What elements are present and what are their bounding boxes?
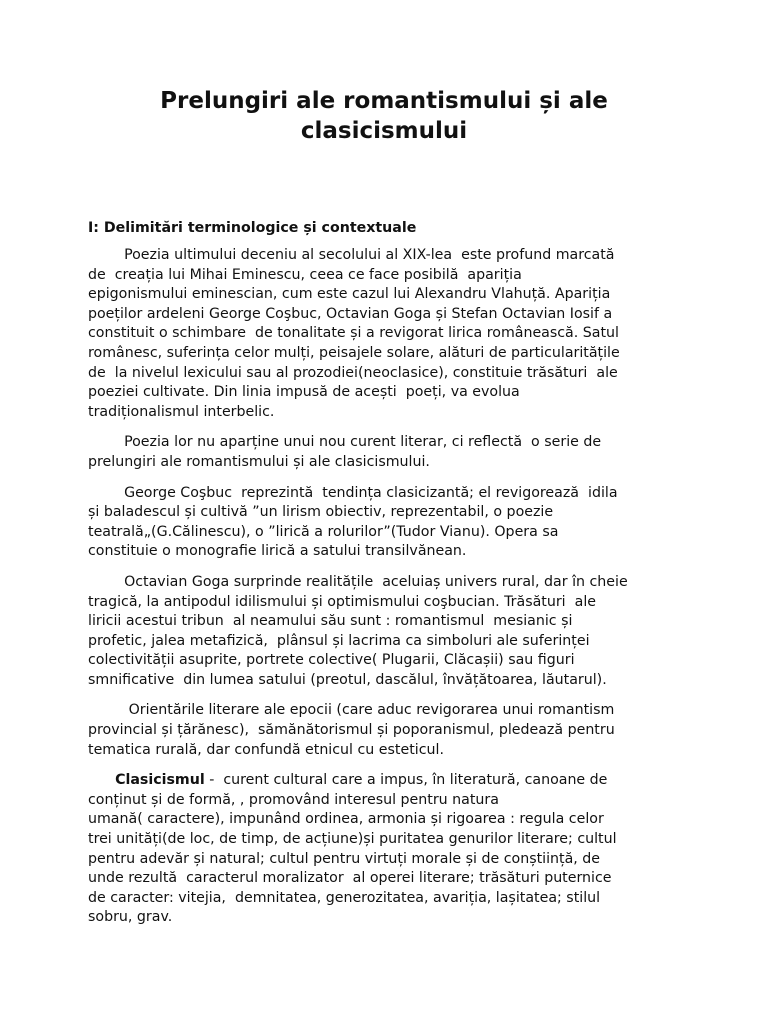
- paragraph-line: colectivității asuprite, portrete colective( Plugarii, Clăcașii) sau figuri: [88, 652, 575, 669]
- paragraph-line: sobru, grav.: [88, 909, 173, 926]
- paragraph-line: epigonismului eminescian, cum este cazul lui Alexandru Vlahuță. Apariția: [88, 286, 611, 303]
- paragraph-line: Octavian Goga surprinde realitățile aceluiaș univers rural, dar în cheie: [88, 573, 628, 590]
- body-paragraphs: [88, 246, 680, 760]
- paragraph-line: prelungiri ale romantismului și ale clasicismului.: [88, 453, 430, 470]
- paragraph-line: tematica rurală, dar confundă etnicul cu esteticul.: [88, 741, 444, 758]
- paragraph-line: Orientările literare ale epocii (care aduc revigorarea unui romantism: [88, 702, 615, 719]
- paragraph-line: smnificative din lumea satului (preotul, dascălul, învățătoarea, lăutarul).: [88, 671, 607, 688]
- paragraph-line: [88, 771, 680, 791]
- paragraph-line: teatrală„(G.Călinescu), o ”lirică a rolurilor”(Tudor Vianu). Opera sa: [88, 523, 559, 540]
- body-paragraph: [88, 573, 680, 691]
- paragraph-line: pentru adevăr și natural; cultul pentru virtuți morale și de conștiință, de: [88, 850, 601, 867]
- paragraph-line: profetic, jalea metafizică, plânsul și lacrima ca simboluri ale suferinței: [88, 632, 590, 649]
- paragraph-line: provincial și țărănesc), sămănătorismul și poporanismul, pledează pentru: [88, 722, 615, 739]
- section-heading: I: Delimitări terminologice și contextuale: [88, 220, 417, 236]
- paragraph-line: de la nivelul lexicului sau al prozodiei(neoclasice), constituie trăsături ale: [88, 364, 618, 381]
- clasicism-paragraph: [88, 771, 680, 928]
- document-title: [88, 86, 680, 146]
- paragraph-line: conținut și de formă, , promovând interesul pentru natura: [88, 791, 499, 808]
- paragraph-line: și baladescul și cultivă ”un lirism obiectiv, reprezentabil, o poezie: [88, 504, 554, 521]
- paragraph-line: Poezia ultimului deceniu al secolului al XIX-lea este profund marcată: [88, 247, 615, 263]
- clasicism-lines: [88, 791, 680, 928]
- paragraph-line: poeților ardeleni George Coşbuc, Octavian Goga și Stefan Octavian Iosif a: [88, 305, 613, 322]
- paragraph-line: Poezia lor nu aparține unui nou curent literar, ci reflectă o serie de: [88, 434, 602, 451]
- paragraph-line: constituie o monografie lirică a satului transilvănean.: [88, 543, 467, 560]
- clasicism-first-line: - curent cultural care a impus, în literatură, canoane de: [204, 772, 608, 789]
- paragraph-line: de caracter: vitejia, demnitatea, generozitatea, avariția, lașitatea; stilul: [88, 889, 601, 906]
- body-paragraph: [88, 433, 680, 472]
- body-paragraph: [88, 246, 680, 422]
- document-page: [88, 86, 680, 939]
- title-line-2: clasicismului: [300, 118, 468, 144]
- paragraph-indent: [88, 772, 115, 788]
- paragraph-line: de creația lui Mihai Eminescu, ceea ce face posibilă apariția: [88, 266, 522, 283]
- paragraph-line: românesc, suferința celor mulți, peisajele solare, alături de particularitățile: [88, 344, 620, 361]
- paragraph-line: trei unități(de loc, de timp, de acțiune)și puritatea genurilor literare; cultul: [88, 831, 617, 848]
- paragraph-line: liricii acestui tribun al neamului său sunt : romantismul mesianic și: [88, 613, 573, 630]
- body-paragraph: [88, 484, 680, 562]
- clasicism-term: Clasicismul: [115, 772, 205, 789]
- body-paragraph: [88, 701, 680, 760]
- paragraph-line: constituit o schimbare de tonalitate și a revigorat lirica românească. Satul: [88, 325, 619, 342]
- title-line-1: Prelungiri ale romantismului și ale: [160, 88, 608, 114]
- paragraph-line: unde rezultă caracterul moralizator al operei literare; trăsături puternice: [88, 870, 612, 887]
- paragraph-line: tragică, la antipodul idilismului și optimismului coşbucian. Trăsături ale: [88, 593, 596, 610]
- paragraph-line: poeziei cultivate. Din linia impusă de acești poeți, va evolua: [88, 384, 520, 401]
- paragraph-line: umană( caractere), impunând ordinea, armonia și rigoarea : regula celor: [88, 811, 604, 828]
- paragraph-line: tradiționalismul interbelic.: [88, 403, 275, 420]
- paragraph-line: George Coşbuc reprezintă tendința clasicizantă; el revigorează idila: [88, 484, 618, 501]
